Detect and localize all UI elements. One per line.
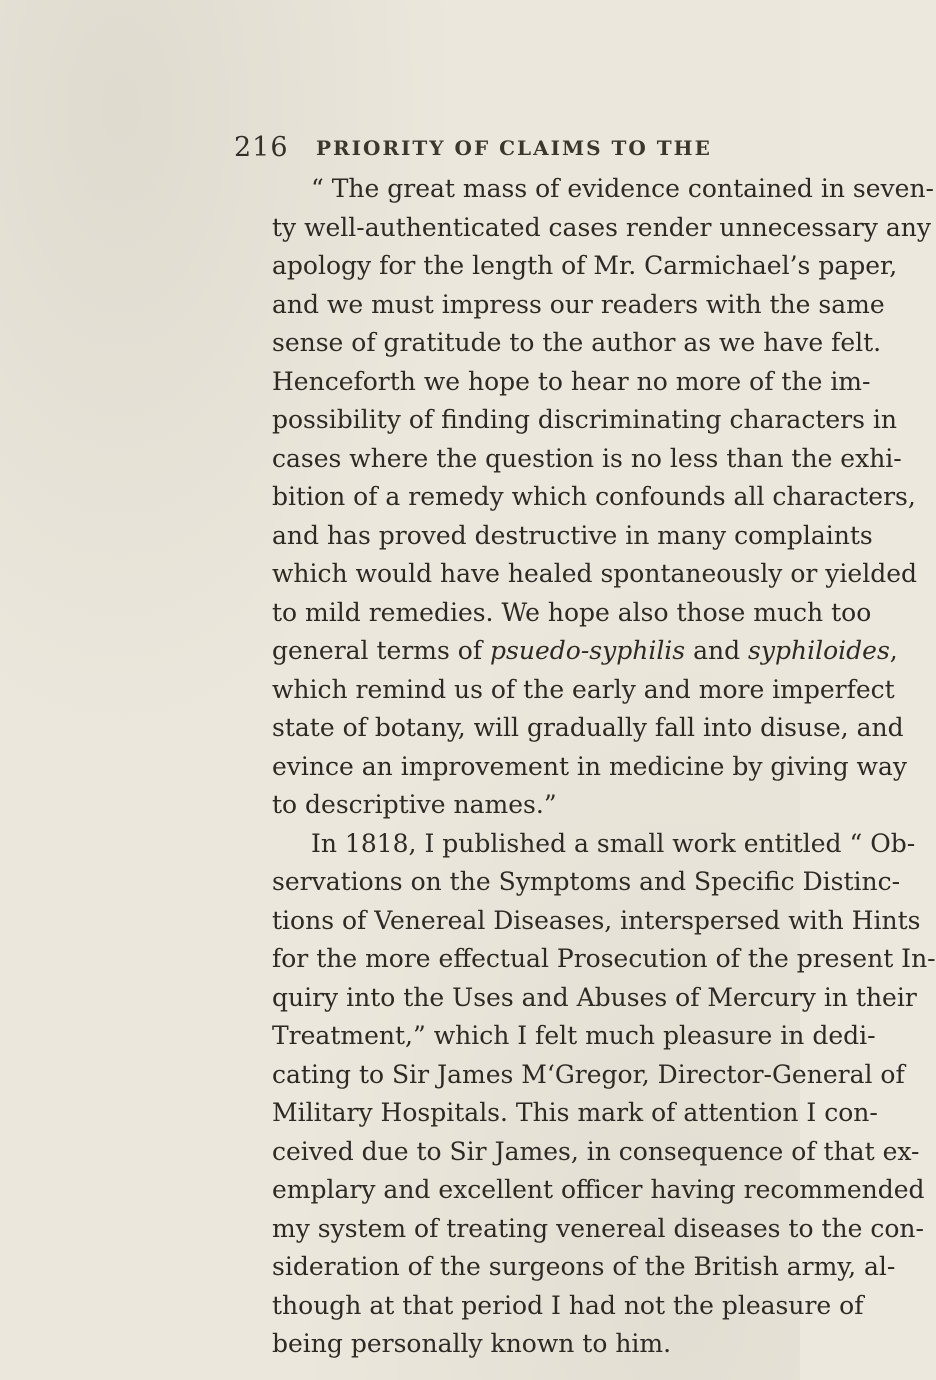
- text-line: quiry into the Uses and Abuses of Mercury in their: [272, 983, 917, 1012]
- text-line: tions of Venereal Diseases, interspersed with Hints: [272, 906, 921, 935]
- text-line: servations on the Symptoms and Specific Distinc-: [272, 867, 901, 896]
- running-head: PRIORITY OF CLAIMS TO THE: [316, 136, 712, 160]
- text-line: Military Hospitals. This mark of attention I con-: [272, 1098, 878, 1127]
- italic-term: psuedo-syphilis: [490, 636, 686, 665]
- text-line: state of botany, will gradually fall into disuse, and: [272, 713, 904, 742]
- text-line: for the more effectual Prosecution of the present In-: [272, 944, 936, 973]
- text-line: bition of a remedy which confounds all characters,: [272, 482, 916, 511]
- text-line: “ The great mass of evidence contained in seven-: [311, 174, 934, 203]
- text-line: Treatment,” which I felt much pleasure in dedi-: [272, 1021, 876, 1050]
- text-line: ceived due to Sir James, in consequence of that ex-: [272, 1137, 920, 1166]
- text-line: general terms of psuedo-syphilis and syphiloides,: [272, 636, 898, 665]
- text-line: my system of treating venereal diseases to the con-: [272, 1214, 924, 1243]
- text-line: In 1818, I published a small work entitled “ Ob-: [311, 829, 916, 858]
- text-line: evince an improvement in medicine by giving way: [272, 752, 907, 781]
- text-line: which would have healed spontaneously or yielded: [272, 559, 917, 588]
- text-line: sideration of the surgeons of the British army, al-: [272, 1252, 896, 1281]
- text-line: Henceforth we hope to hear no more of the im-: [272, 367, 871, 396]
- text-line: cating to Sir James M‘Gregor, Director-General of: [272, 1060, 905, 1089]
- text-line: ty well-authenticated cases render unnecessary any: [272, 213, 931, 242]
- text-line: apology for the length of Mr. Carmichael’s paper,: [272, 251, 898, 280]
- text-line: to mild remedies. We hope also those much too: [272, 598, 872, 627]
- page-number: 216: [234, 132, 289, 163]
- text-line: though at that period I had not the pleasure of: [272, 1291, 864, 1320]
- text-line: and we must impress our readers with the same: [272, 290, 885, 319]
- italic-term: syphiloides: [748, 636, 890, 665]
- text-line: to descriptive names.”: [272, 790, 557, 819]
- page-header: [234, 132, 712, 172]
- text-line: being personally known to him.: [272, 1329, 672, 1358]
- text-line: cases where the question is no less than the exhi-: [272, 444, 902, 473]
- text-line: and has proved destructive in many complaints: [272, 521, 873, 550]
- text-line: emplary and excellent officer having recommended: [272, 1175, 925, 1204]
- text-line: sense of gratitude to the author as we have felt.: [272, 328, 882, 357]
- text-line: possibility of finding discriminating characters in: [272, 405, 897, 434]
- text-line: which remind us of the early and more imperfect: [272, 675, 895, 704]
